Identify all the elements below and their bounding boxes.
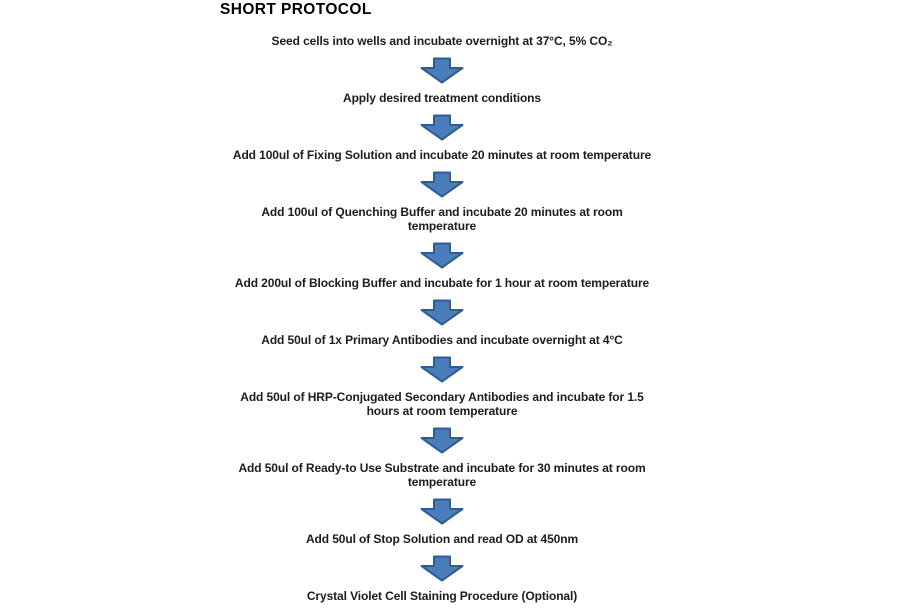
- down-arrow-icon: [420, 555, 464, 582]
- page-title: SHORT PROTOCOL: [220, 1, 372, 18]
- step-text-line: Apply desired treatment conditions: [343, 91, 541, 105]
- down-arrow-icon: [420, 57, 464, 84]
- step-text: [261, 205, 622, 233]
- down-arrow-icon: [420, 356, 464, 383]
- step-text: [233, 148, 651, 162]
- step-text: [238, 461, 645, 489]
- down-arrow-icon: [420, 114, 464, 141]
- down-arrow-icon: [420, 242, 464, 269]
- step-text-line: Seed cells into wells and incubate overnight at 37°C, 5% CO₂: [271, 34, 613, 48]
- step-text-line: Add 50ul of Stop Solution and read OD at 450nm: [305, 532, 579, 546]
- down-arrow-icon: [420, 299, 464, 326]
- step-text: [272, 34, 613, 48]
- step-text-line: Add 50ul of HRP-Conjugated Secondary Antibodies and incubate for 1.5: [240, 390, 644, 404]
- step-text: [261, 333, 622, 347]
- step-text-line: Add 100ul of Fixing Solution and incubate 20 minutes at room temperature: [232, 148, 652, 162]
- down-arrow-icon: [420, 171, 464, 198]
- step-text: [343, 91, 541, 105]
- step-text: [240, 390, 643, 418]
- step-text-line: Add 50ul of 1x Primary Antibodies and incubate overnight at 4°C: [261, 333, 623, 347]
- step-text: [306, 532, 578, 546]
- down-arrow-icon: [420, 498, 464, 525]
- step-text: [307, 589, 577, 603]
- down-arrow-icon: [420, 427, 464, 454]
- step-text-line: Add 200ul of Blocking Buffer and incubate for 1 hour at room temperature: [234, 276, 650, 290]
- flowchart: [0, 34, 884, 612]
- step-text-line: Crystal Violet Cell Staining Procedure (Optional): [306, 589, 578, 603]
- step-text-line: hours at room temperature: [366, 404, 518, 418]
- step-text-line: temperature: [407, 475, 477, 489]
- step-text-line: Add 50ul of Ready-to Use Substrate and incubate for 30 minutes at room: [238, 461, 646, 475]
- step-text-line: Add 100ul of Quenching Buffer and incubate 20 minutes at room: [261, 205, 623, 219]
- step-text-line: temperature: [407, 219, 477, 233]
- step-text: [235, 276, 649, 290]
